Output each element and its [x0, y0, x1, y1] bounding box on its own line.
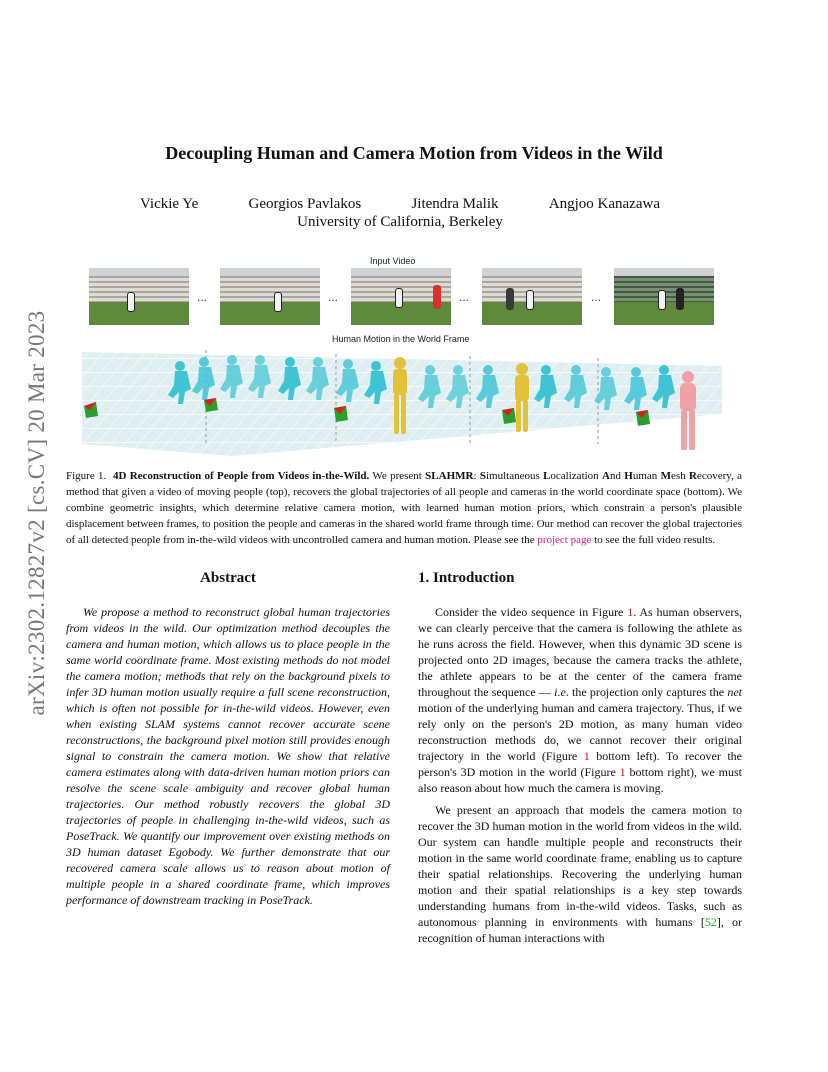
acronym-letter: L — [543, 470, 551, 482]
figure-caption — [66, 468, 742, 548]
caption-text: : — [473, 470, 477, 482]
caption-text: We present — [372, 470, 422, 482]
paper-title: Decoupling Human and Camera Motion from Videos in the Wild — [165, 143, 663, 163]
affiliation: University of California, Berkeley — [297, 214, 503, 230]
intro-text: Consider the video sequence in Figure — [435, 605, 624, 619]
caption-text: to see the full video results. — [594, 534, 716, 546]
introduction-heading: 1. Introduction — [418, 570, 515, 586]
world-frame-render — [82, 344, 722, 456]
figure-reference-link[interactable]: 1 — [583, 749, 590, 763]
video-frame — [351, 268, 451, 325]
acronym-letter: H — [624, 470, 633, 482]
intro-text: ], or recognition of human interactions with — [418, 915, 742, 945]
acronym-letter: S — [479, 470, 486, 482]
input-video-label: Input Video — [370, 256, 416, 266]
acronym-rest: nd — [609, 470, 621, 482]
author-name: Angjoo Kanazawa — [548, 196, 660, 212]
video-frame — [482, 268, 582, 325]
intro-paragraph — [418, 802, 742, 946]
author-name: Jitendra Malik — [411, 196, 499, 212]
citation-link[interactable]: 52 — [704, 915, 717, 929]
ellipsis: ... — [459, 290, 470, 304]
figure-caption-title: 4D Reconstruction of People from Videos in-the-Wild. — [112, 470, 370, 482]
world-frame-label: Human Motion in the World Frame — [332, 334, 470, 344]
acronym-rest: esh — [671, 470, 686, 482]
ellipsis: ... — [591, 290, 602, 304]
intro-text: We present an approach that models the camera motion to recover the 3D human motion in the world from videos in the wild. Our system can handle multiple people and reconstructs their motion in the same world coordinate frame, enabling us to capture their spatial relationships. Recovering the underlying human motion and their spatial relationships is a key step towards understanding humans from in-the-wild videos. Tasks, such as autonomous planning in environments with humans [ — [418, 803, 742, 929]
acronym-rest: uman — [632, 470, 658, 482]
author-name: Georgios Pavlakos — [248, 196, 362, 212]
intro-text: bottom right), we must also reason about how much the camera is moving. — [418, 765, 743, 795]
abstract-body: We propose a method to reconstruct global human trajectories from videos in the wild. Our optimization method decouples the camera and human motion, which allows us to place people in the same world coordinate frame. Most existing methods do not model the camera motion; methods that rely on the background pixels to infer 3D human motion usually require a full scene reconstruction, which is often not possible for in-the-wild videos. However, even when existing SLAM systems cannot recover accurate scene reconstructions, the background pixel motion still provides enough signal to constrain the camera motion. We show that relative camera estimates along with data-driven human motion priors can resolve the scene scale ambiguity and recover global human trajectories. Our method robustly recovers the global 3D trajectories of people in challenging in-the-wild videos, such as PoseTrack. We quantify our improvement over existing methods on 3D human dataset Egobody. We further demonstrate that our recovered camera scale allows us to reason about motion of multiple people in a shared coordinate frame, which improves performance of downstream tracking in PoseTrack. — [66, 605, 390, 907]
acronym-letter: A — [602, 470, 610, 482]
figure-reference-link[interactable]: 1 — [619, 765, 626, 779]
acronym-rest: ocalization — [550, 470, 599, 482]
ellipsis: ... — [197, 290, 208, 304]
intro-text: motion of the underlying human and camera trajectory. Thus, if we rely only on the person's 2D motion, as many human video reconstruction methods do, we cannot recover their original trajectory in the world (Figure — [418, 701, 742, 763]
abstract-heading: Abstract — [200, 570, 256, 586]
method-name: SLAHMR — [425, 470, 474, 482]
intro-text: . As human observers, we can clearly perceive that the camera is following the athlete as he runs across the field. However, when this dynamic 3D scene is projected onto 2D images, because the camera tracks the athlete, the athlete appears to be at the center of the camera frame throughout the sequence — — [418, 605, 742, 699]
acronym-rest: imultaneous — [485, 470, 540, 482]
author-list — [140, 196, 660, 213]
abstract-section — [66, 570, 390, 908]
video-frame — [220, 268, 320, 325]
intro-italic: net — [727, 685, 743, 699]
author-name: Vickie Ye — [140, 196, 199, 212]
caption-text: ecovery, a method that given a video of moving people (top), recovers the global trajectories of all people and cameras in the world coordinate space (bottom). We combine geometric insights, which determine relative camera motion, with learned human motion priors, which constrain a person's plausible displacement between frames, to position the people and cameras in the shared world frame through time. Our method can recover the global trajectories of all detected people from in-the-wild videos with uncontrolled camera and human motion. Please see the — [66, 470, 743, 546]
introduction-section — [418, 570, 742, 946]
video-frame — [614, 268, 714, 325]
intro-italic: i.e — [554, 685, 566, 699]
figure-reference-link[interactable]: 1 — [627, 605, 634, 619]
ellipsis: ... — [328, 290, 339, 304]
acronym-letter: M — [660, 470, 672, 482]
figure-label: Figure 1. — [66, 470, 107, 482]
arxiv-identifier: arXiv:2302.12827v2 [cs.CV] 20 Mar 2023 — [24, 310, 49, 716]
intro-text: . the projection only captures the — [565, 685, 725, 699]
intro-text: bottom left). To recover the person's 3D motion in the world (Figure — [418, 749, 743, 779]
video-frame — [89, 268, 189, 325]
acronym-letter: R — [689, 470, 697, 482]
intro-paragraph — [418, 604, 742, 796]
project-page-link[interactable]: project page — [537, 534, 592, 546]
